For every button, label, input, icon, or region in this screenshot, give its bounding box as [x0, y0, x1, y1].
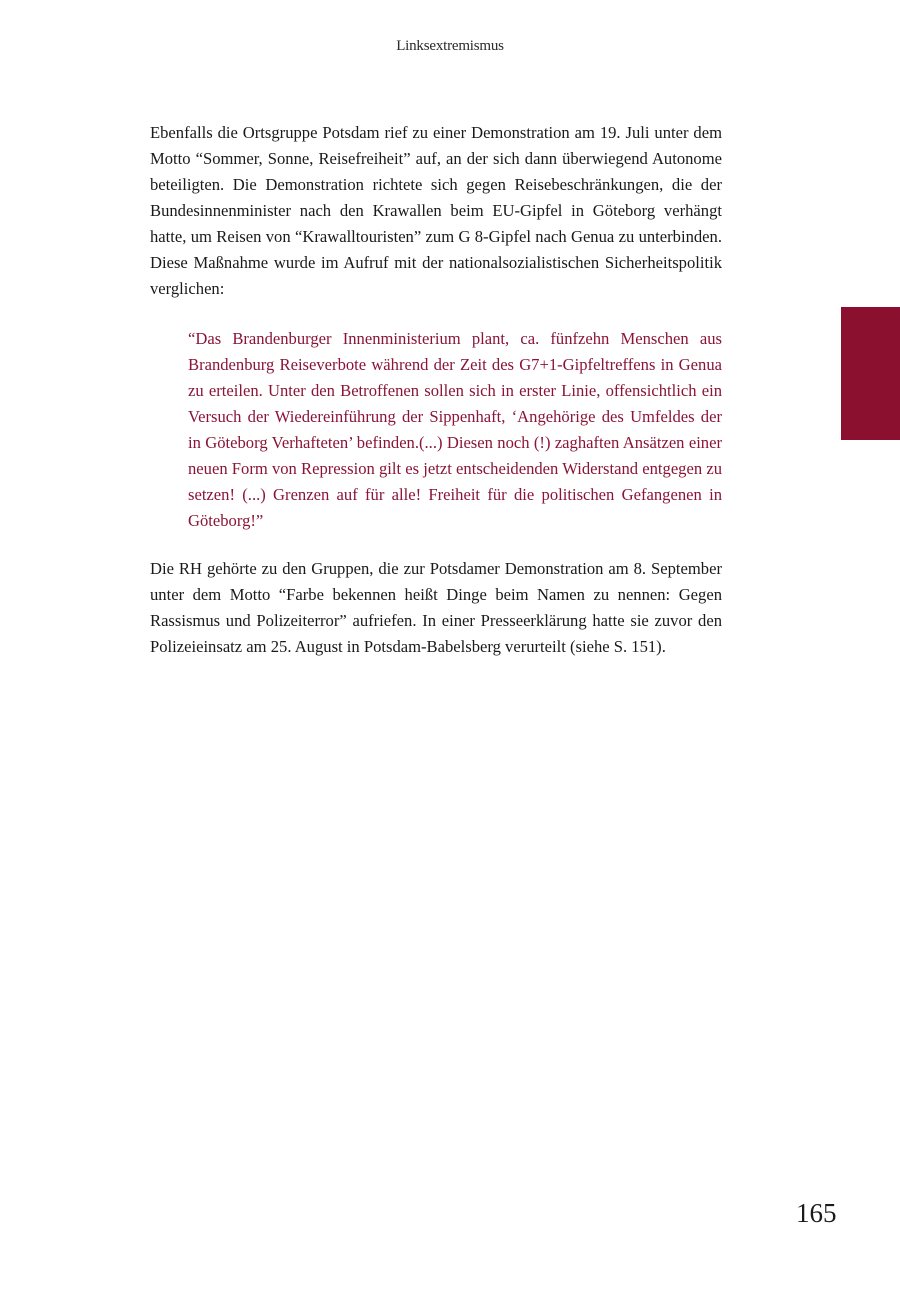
- paragraph-rh: Die RH gehörte zu den Gruppen, die zur Potsdamer Demonstration am 8. September unter dem Motto “Farbe bekennen heißt Dinge beim Namen zu nennen: Gegen Rassismus und Polizeiterror” aufriefen. In einer Presseerklärung hatte sie zuvor den Polizeieinsatz am 25. August in Potsdam-Babelsberg verurteilt (siehe S. 151).: [150, 559, 722, 656]
- page-body: [150, 120, 722, 660]
- paragraph-intro: Ebenfalls die Ortsgruppe Potsdam rief zu einer Demonstration am 19. Juli unter dem Motto “Sommer, Sonne, Reisefreiheit” auf, an der sich dann überwiegend Autonome beteiligten. Die Demonstration richtete sich gegen Reisebeschränkungen, die der Bundesinnenminister nach den Krawallen beim EU-Gipfel in Göteborg verhängt hatte, um Reisen von “Krawalltouristen” zum G 8-Gipfel nach Genua zu unterbinden. Diese Maßnahme wurde im Aufruf mit der nationalsozialistischen Sicherheitspolitik verglichen:: [150, 123, 722, 298]
- running-header: Linksextremismus: [396, 38, 504, 54]
- page-number: 165: [796, 1198, 837, 1228]
- block-quote: “Das Brandenburger Innenministerium plant, ca. fünfzehn Menschen aus Brandenburg Reiseverbote während der Zeit des G7+1-Gipfeltreffens in Genua zu erteilen. Unter den Betroffenen sollen sich in erster Linie, offensichtlich ein Versuch der Wiedereinführung der Sippenhaft, ‘Angehörige des Umfeldes der in Göteborg Verhafteten’ befinden.(...) Diesen noch (!) zaghaften Ansätzen einer neuen Form von Repression gilt es jetzt entscheidenden Widerstand entgegen zu setzen! (...) Grenzen auf für alle! Freiheit für die politischen Gefangenen in Göteborg!”: [188, 329, 722, 530]
- chapter-thumb-tab: [841, 307, 900, 440]
